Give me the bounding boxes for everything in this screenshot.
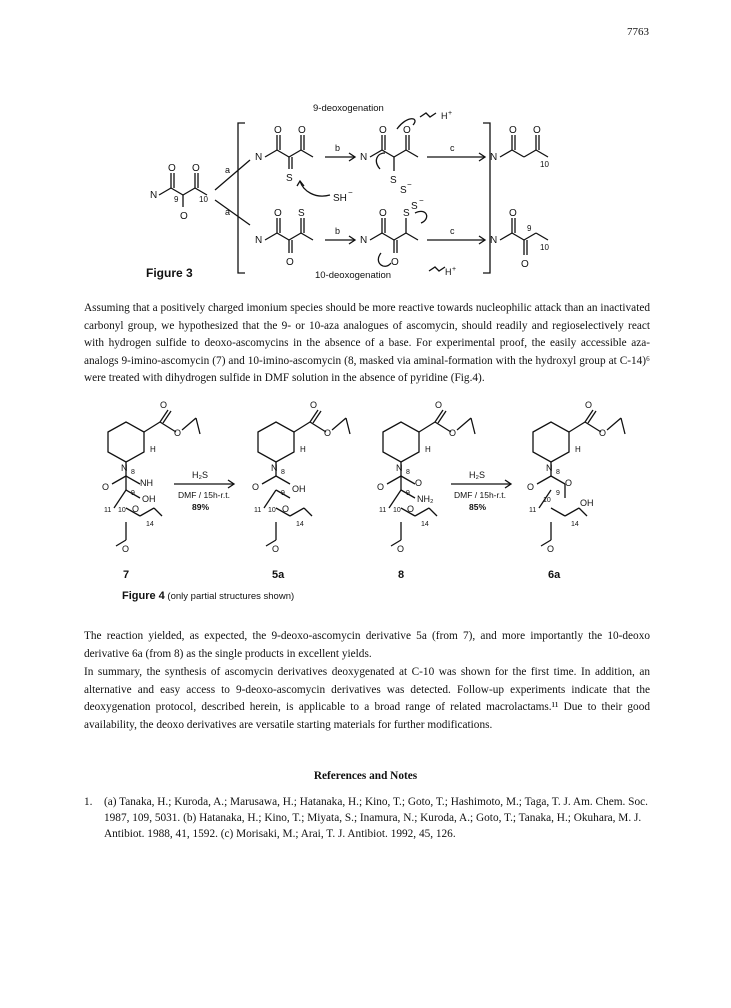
fig3-int2-minus: − bbox=[407, 180, 412, 189]
s6a-oh: OH bbox=[580, 498, 594, 508]
fig3-int2-n: N bbox=[360, 152, 368, 163]
s7-o-8: O bbox=[102, 482, 110, 492]
fig3-int3-o2: O bbox=[286, 257, 294, 268]
fig3-int1-o1: O bbox=[274, 125, 282, 136]
fig3-int2-s1: S bbox=[390, 175, 397, 186]
fig3-substrate-o2: O bbox=[192, 163, 200, 174]
reference-1-text: (a) Tanaka, H.; Kuroda, A.; Marusawa, H.; Hatanaka, H.; Kino, T.; Goto, T.; Hashimoto, M.; Taga, T. J. Am. Chem. Soc. 1987, 109, 5031. (b) Hatanaka, H.; Kino, T.; Miyata, S.; Inamura, N.; Kuroda, A.; Goto, T.; Tanaka, H.; Okuhara, M. J. Antibiot. 1988, 41, 1592. (c) Morisaki, M.; Arai, T. J. Antibiot. 1992, 45, 126. bbox=[104, 796, 648, 840]
s5a-num14: 14 bbox=[296, 521, 304, 528]
fig3-arrow-c-top: c bbox=[450, 143, 455, 153]
s8-num11: 11 bbox=[379, 507, 387, 514]
fig3-int4-n: N bbox=[360, 235, 368, 246]
fig3-int3-o1: O bbox=[274, 208, 282, 219]
s8-num9: 9 bbox=[406, 490, 410, 497]
s6a-num11: 11 bbox=[529, 507, 537, 514]
fig3-sh-minus: − bbox=[348, 188, 353, 197]
fig3-int3-s: S bbox=[298, 208, 305, 219]
fig3-h-plus-top: H bbox=[441, 111, 448, 121]
s6a-num9: 9 bbox=[556, 490, 560, 497]
s6a-o-ether: O bbox=[547, 544, 555, 554]
s7-num10: 10 bbox=[118, 507, 126, 514]
s5a-num9: 9 bbox=[281, 490, 285, 497]
s7-o-ether: O bbox=[122, 544, 130, 554]
s7-o-10: O bbox=[132, 504, 140, 514]
references-heading: References and Notes bbox=[313, 770, 418, 782]
s5a-o-ester: O bbox=[324, 428, 332, 438]
structure-8 bbox=[383, 410, 475, 546]
fig3-h-plus-bottom: H bbox=[445, 267, 452, 277]
s7-num14: 14 bbox=[146, 521, 154, 528]
fig3-int3-n: N bbox=[255, 235, 263, 246]
s6a-num10: 10 bbox=[543, 497, 551, 504]
fig3-prod1-o2: O bbox=[533, 125, 541, 136]
figure-4-caption bbox=[122, 590, 294, 602]
s5a-num8: 8 bbox=[281, 469, 285, 476]
fig3-sh-label: SH bbox=[333, 193, 347, 204]
compound-label-7: 7 bbox=[123, 569, 130, 581]
fig3-plus-top: + bbox=[448, 110, 453, 117]
fig3-int2-s2: S bbox=[400, 185, 407, 196]
s8-o-ether: O bbox=[397, 544, 405, 554]
fig3-int4-minus: − bbox=[419, 196, 424, 205]
figure-4-caption-bold: Figure 4 bbox=[122, 590, 165, 602]
s7-num11: 11 bbox=[104, 507, 112, 514]
s6a-num14: 14 bbox=[571, 521, 579, 528]
s7-n: N bbox=[121, 463, 128, 473]
yield-2: 85% bbox=[469, 502, 487, 512]
s8-o-top: O bbox=[435, 400, 443, 410]
fig3-substrate-n: N bbox=[150, 190, 158, 201]
s7-o-top: O bbox=[160, 400, 168, 410]
s5a-num11: 11 bbox=[254, 507, 262, 514]
fig3-bottom-label: 10-deoxogenation bbox=[315, 270, 392, 281]
s5a-oh: OH bbox=[292, 484, 306, 494]
fig3-int1-s: S bbox=[286, 173, 293, 184]
fig3-arrow-b-top: b bbox=[335, 143, 341, 153]
paragraph-results: The reaction yielded, as expected, the 9-deoxo-ascomycin derivative 5a (from 7), and more importantly the 10-deoxo derivative 6a (from 8) as the single products in excellent yields. bbox=[84, 630, 650, 660]
s8-n: N bbox=[396, 463, 403, 473]
compound-label-5a: 5a bbox=[272, 569, 285, 581]
s5a-h: H bbox=[300, 445, 306, 454]
yield-1: 89% bbox=[192, 502, 210, 512]
fig3-arrow-c-bottom: c bbox=[450, 226, 455, 236]
fig3-prod2-num10: 10 bbox=[540, 243, 549, 252]
s7-nh: NH bbox=[140, 478, 153, 488]
s7-o-ester: O bbox=[174, 428, 182, 438]
structure-7 bbox=[108, 410, 200, 546]
fig3-prod2-o2: O bbox=[521, 259, 529, 270]
s8-nh2: NH₂ bbox=[417, 494, 434, 504]
fig3-int2-o2: O bbox=[403, 125, 411, 136]
s8-num10: 10 bbox=[393, 507, 401, 514]
compound-label-8: 8 bbox=[398, 569, 405, 581]
fig3-prod2-o1: O bbox=[509, 208, 517, 219]
s6a-o-9: O bbox=[565, 478, 573, 488]
fig3-int1-n: N bbox=[255, 152, 263, 163]
fig3-int1-o2: O bbox=[298, 125, 306, 136]
figure-4-scheme bbox=[96, 400, 646, 582]
fig3-arrow-a-top: a bbox=[225, 165, 231, 175]
structure-5a bbox=[258, 410, 350, 546]
s8-o-8: O bbox=[377, 482, 385, 492]
fig3-substrate-o3: O bbox=[180, 211, 188, 222]
s8-num8: 8 bbox=[406, 469, 410, 476]
s7-h: H bbox=[150, 445, 156, 454]
figure-4-caption-rest: (only partial structures shown) bbox=[164, 591, 295, 602]
paragraph-hypothesis: Assuming that a positively charged imonium species should be more reactive towards nucleophilic attack than an inactivated carbonyl group, we hypothesized that the 9- or 10-aza analogues of ascomycin, should readily and regioselectively react with hydrogen sulfide to deoxo-ascomycins in the absence of a base. For experimental proof, the easily accessible aza-analogs 9-imino-ascomycin (7) and 10-imino-ascomycin (8, masked via aminal-formation with the hydroxyl group at C-14)⁶ were treated with dihydrogen sulfide in DMF solution in the absence of pyridine (Fig.4). bbox=[84, 302, 650, 385]
s7-oh: OH bbox=[142, 494, 156, 504]
s7-num9: 9 bbox=[131, 490, 135, 497]
fig3-top-label: 9-deoxogenation bbox=[313, 103, 384, 114]
s5a-o-ether: O bbox=[272, 544, 280, 554]
s5a-o-top: O bbox=[310, 400, 318, 410]
s8-num14: 14 bbox=[421, 521, 429, 528]
s6a-n: N bbox=[546, 463, 553, 473]
s6a-h: H bbox=[575, 445, 581, 454]
fig3-prod2-num9: 9 bbox=[527, 224, 532, 233]
fig3-int4-o1: O bbox=[379, 208, 387, 219]
fig3-arrow-b-bottom: b bbox=[335, 226, 341, 236]
fig3-int4-s1: S bbox=[403, 208, 410, 219]
compound-label-6a: 6a bbox=[548, 569, 561, 581]
fig3-prod1-num10: 10 bbox=[540, 160, 549, 169]
reagent-2: H₂S bbox=[469, 470, 485, 480]
fig3-int4-s2: S bbox=[411, 201, 418, 212]
s8-o-10: O bbox=[407, 504, 415, 514]
figure-3-label: Figure 3 bbox=[146, 266, 193, 280]
s6a-o-8: O bbox=[527, 482, 535, 492]
structure-6a bbox=[533, 410, 625, 546]
reference-1-number: 1. bbox=[84, 796, 93, 808]
s5a-o-10: O bbox=[282, 504, 290, 514]
s6a-o-top: O bbox=[585, 400, 593, 410]
s7-num8: 8 bbox=[131, 469, 135, 476]
s6a-num8: 8 bbox=[556, 469, 560, 476]
s5a-o-8: O bbox=[252, 482, 260, 492]
s5a-n: N bbox=[271, 463, 278, 473]
fig3-arrow-a-bottom: a bbox=[225, 207, 231, 217]
page-number: 7763 bbox=[627, 26, 649, 38]
conditions-1: DMF / 15h-r.t. bbox=[178, 490, 230, 500]
fig3-plus-bottom: + bbox=[452, 266, 457, 273]
fig3-substrate-num10: 10 bbox=[199, 195, 208, 204]
fig3-int4-o2: O bbox=[391, 257, 399, 268]
fig3-substrate-num9: 9 bbox=[174, 195, 179, 204]
reagent-1: H₂S bbox=[192, 470, 208, 480]
conditions-2: DMF / 15h-r.t. bbox=[454, 490, 506, 500]
paragraph-summary: In summary, the synthesis of ascomycin derivatives deoxygenated at C-10 was shown for the first time. In addition, an alternative and easy access to 9-deoxo-ascomycin derivatives was detected. Follow-up experiments indicate that the deoxygenation protocol, described herein, is applicable to a broad range of related macrolactams.¹¹ Due to their good availability, the deoxo derivatives are versatile starting materials for further modifications. bbox=[84, 666, 650, 731]
figure-3-scheme bbox=[145, 95, 605, 285]
fig3-prod2-n: N bbox=[490, 235, 498, 246]
fig3-prod1-o1: O bbox=[509, 125, 517, 136]
s6a-o-ester: O bbox=[599, 428, 607, 438]
s8-h: H bbox=[425, 445, 431, 454]
fig3-int2-o1: O bbox=[379, 125, 387, 136]
fig3-substrate-o1: O bbox=[168, 163, 176, 174]
s5a-num10: 10 bbox=[268, 507, 276, 514]
fig3-prod1-n: N bbox=[490, 152, 498, 163]
s8-o-ester: O bbox=[449, 428, 457, 438]
s8-o-9: O bbox=[415, 478, 423, 488]
